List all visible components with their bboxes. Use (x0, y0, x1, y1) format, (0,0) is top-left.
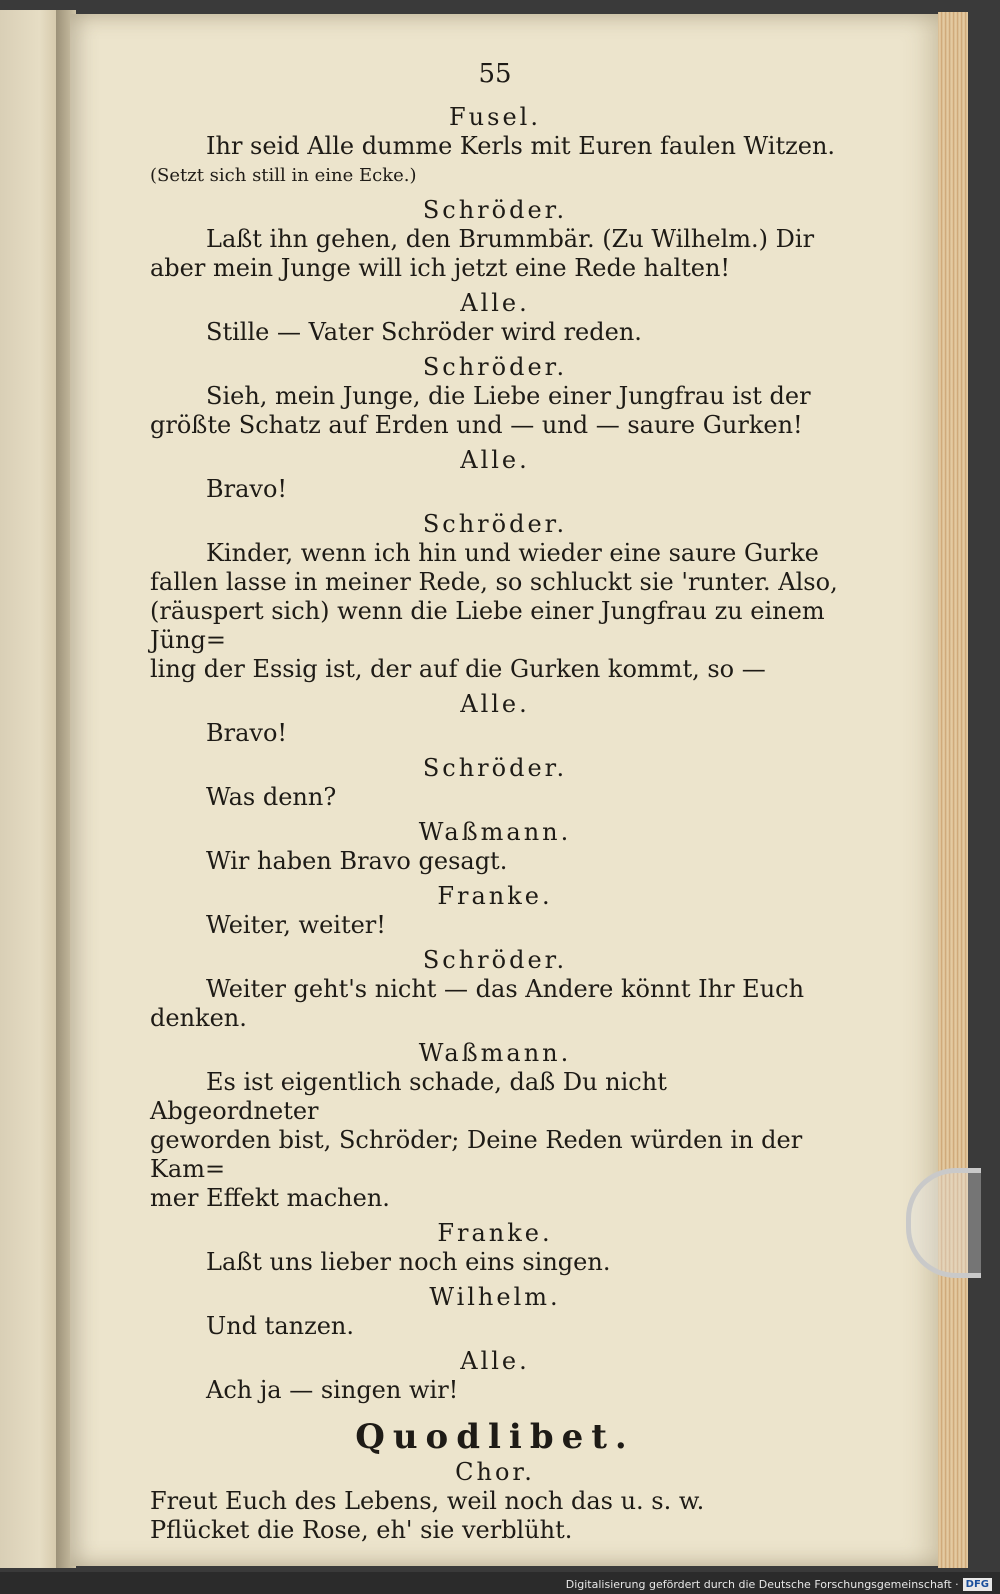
speaker-name: Schröder. (422, 946, 568, 974)
speaker-name: Franke. (437, 1219, 553, 1247)
page-number: 55 (478, 59, 512, 89)
dialogue-line: Und tanzen. (206, 1312, 355, 1340)
dialogue-line: Weiter, weiter! (206, 911, 386, 939)
speaker-name: Schröder. (422, 353, 568, 381)
dialogue-line: Was denn? (206, 783, 337, 811)
dialogue-line: denken. (150, 1004, 247, 1032)
dialogue-line: Weiter geht's nicht — das Andere könnt Ihr Euch (206, 975, 805, 1003)
dialogue-line: fallen lasse in meiner Rede, so schluckt sie 'runter. Also, (150, 568, 838, 596)
dialogue-line: Kinder, wenn ich hin und wieder eine saure Gurke (206, 539, 819, 567)
dialogue-block (150, 946, 840, 1033)
chorus-line: Freut Euch des Lebens, weil noch das u. s. w. (150, 1487, 705, 1515)
speaker-name: Alle. (460, 446, 530, 474)
dialogue-line: Wir haben Bravo gesagt. (206, 847, 508, 875)
dialogue-block (150, 1347, 840, 1405)
dialogue-line: mer Effekt machen. (150, 1184, 390, 1212)
speaker-name: Alle. (460, 690, 530, 718)
section-title: Quodlibet. (355, 1417, 635, 1457)
speaker-name: Fusel. (449, 103, 541, 131)
dialogue-block (150, 754, 840, 812)
dialogue-line: Ach ja — singen wir! (206, 1376, 459, 1404)
dialogue-line: geworden bist, Schröder; Deine Reden würden in der Kam= (150, 1126, 803, 1183)
dialogue-block (150, 510, 840, 684)
speaker-name: Alle. (460, 1347, 530, 1375)
dialogue-line: aber mein Junge will ich jetzt eine Rede halten! (150, 254, 731, 282)
dialogue-line: Bravo! (206, 475, 288, 503)
dialogue-line: Laßt uns lieber noch eins singen. (206, 1248, 611, 1276)
dialogue-block (150, 289, 840, 347)
dialogue-block (150, 818, 840, 876)
speaker-name: Schröder. (422, 196, 568, 224)
dialogue-block (150, 196, 840, 283)
stage-direction: (Setzt sich still in eine Ecke.) (150, 165, 417, 186)
dialogue-block (150, 882, 840, 940)
dfg-logo: DFG (963, 1578, 992, 1591)
page-edges (938, 12, 968, 1568)
dialogue-line: ling der Essig ist, der auf die Gurken kommt, so — (150, 655, 766, 683)
dialogue-block (150, 690, 840, 748)
dialogue-line: größte Schatz auf Erden und — und — saure Gurken! (150, 411, 803, 439)
dialogue-line: Ihr seid Alle dumme Kerls mit Euren faulen Witzen. (206, 132, 836, 160)
dialogue-block (150, 1283, 840, 1341)
dialogue-block (150, 353, 840, 440)
footer-text: Digitalisierung gefördert durch die Deutsche Forschungsgemeinschaft · (565, 1577, 959, 1591)
dialogue-line: Sieh, mein Junge, die Liebe einer Jungfrau ist der (206, 382, 811, 410)
speaker-name: Chor. (455, 1458, 535, 1486)
dialogue-line: Bravo! (206, 719, 288, 747)
dialogue-blocks (150, 103, 840, 1405)
speaker-name: Alle. (460, 289, 530, 317)
speaker-name: Waßmann. (418, 1039, 572, 1067)
dialogue-line: Laßt ihn gehen, den Brummbär. (Zu Wilhelm.) Dir (206, 225, 815, 253)
dialogue-block (150, 103, 840, 190)
dialogue-line: (räuspert sich) wenn die Liebe einer Jungfrau zu einem Jüng= (150, 597, 825, 654)
dialogue-block (150, 1039, 840, 1213)
dialogue-line: Es ist eigentlich schade, daß Du nicht Abgeordneter (150, 1068, 667, 1125)
footer-credit (566, 1575, 992, 1593)
dialogue-block (150, 1219, 840, 1277)
speaker-name: Franke. (437, 882, 553, 910)
speaker-name: Schröder. (422, 754, 568, 782)
dialogue-line: Stille — Vater Schröder wird reden. (206, 318, 642, 346)
speaker-name: Schröder. (422, 510, 568, 538)
chorus-line: Pflücket die Rose, eh' sie verblüht. (150, 1516, 573, 1544)
speaker-name: Wilhelm. (429, 1283, 561, 1311)
page-text (150, 60, 840, 1545)
dialogue-block (150, 446, 840, 504)
speaker-name: Waßmann. (418, 818, 572, 846)
